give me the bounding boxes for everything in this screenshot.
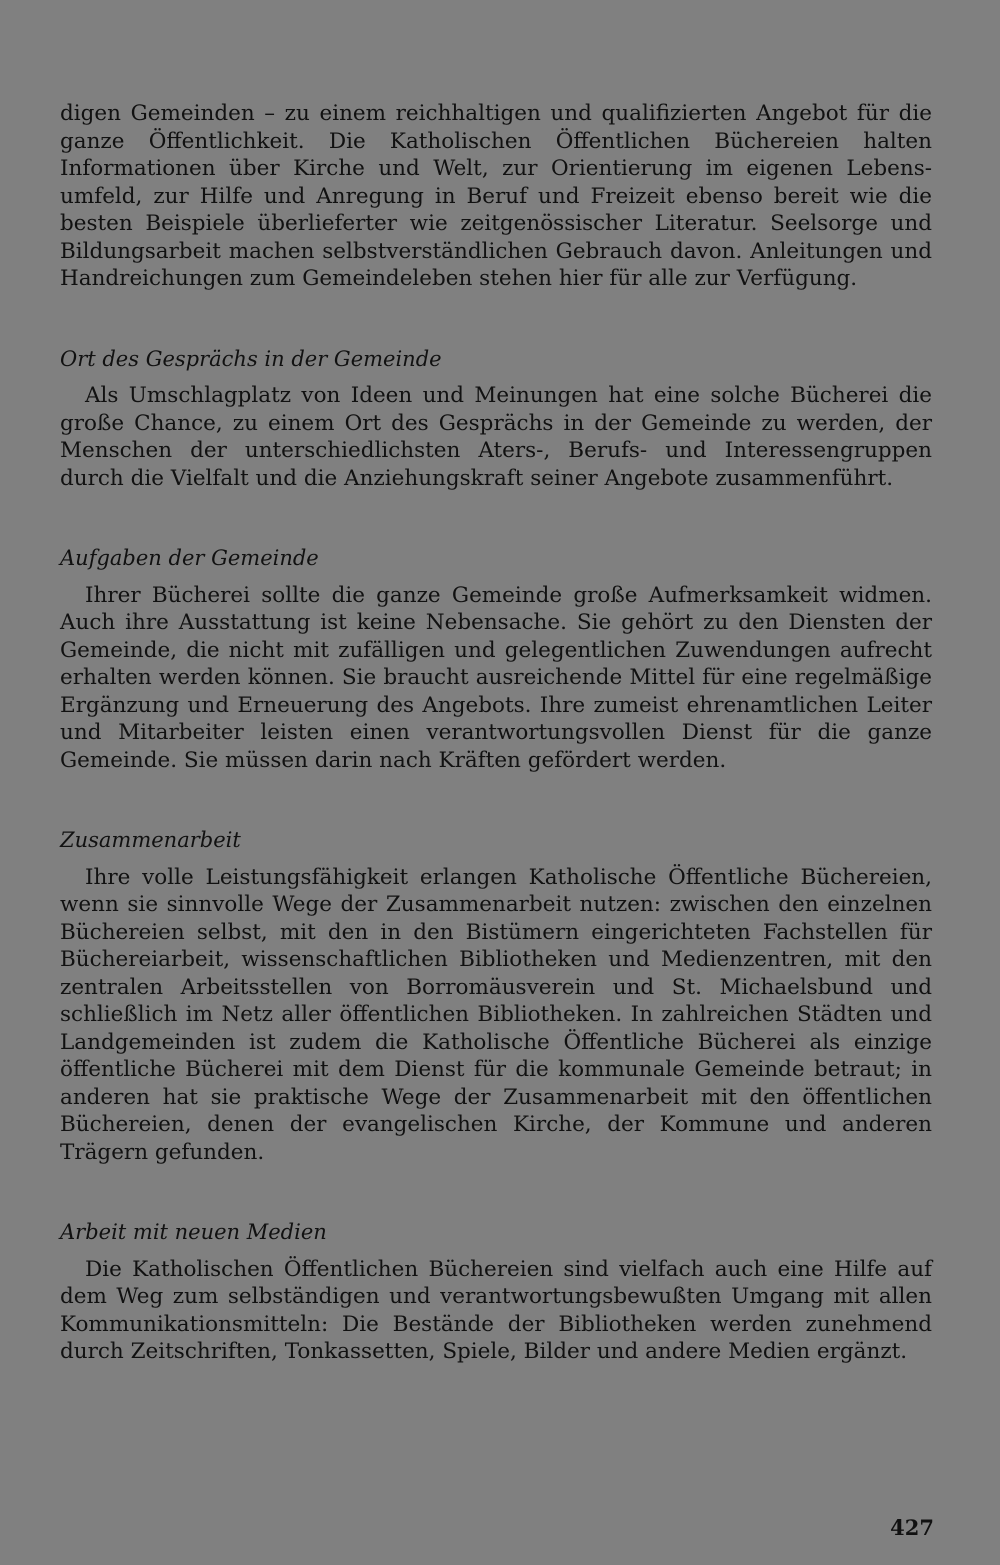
section-ort-des-gespraechs: [60, 346, 932, 493]
section-aufgaben-der-gemeinde: [60, 545, 932, 774]
section-heading: Aufgaben der Gemeinde: [60, 546, 319, 570]
section-paragraph: Die Katholischen Öffentlichen Büchereien sind vielfach auch eine Hilfe auf dem Weg zum selbständigen und verantwortungsbewußten Umgang mit allen Kommunikationsmitteln: Die Bestände der Bibliotheken werden zunehmend durch Zeitschriften, Tonkassetten, Spiele, Bilder und andere Medien ergänzt.: [60, 1256, 932, 1364]
section-paragraph: Ihre volle Leistungsfähigkeit erlangen Katholische Öffentliche Büchereien, wenn sie sinnvolle Wege der Zusammenarbeit nutzen: zwischen den einzelnen Büchereien selbst, mit den in den Bistümern eingerichteten Fachstellen für Büchereiarbeit, wissenschaftlichen Bibliotheken und Medienzentren, mit den zentralen Arbeitsstellen von Borromäusverein und St. Michaelsbund und schließlich im Netz aller öffentlichen Bibliotheken. In zahlreichen Städten und Landgemeinden ist zudem die Katholische Öffentliche Bücherei als einzige öffentliche Bücherei mit dem Dienst für die kommunale Gemeinde betraut; in anderen hat sie praktische Wege der Zusammenarbeit mit den öffentlichen Büchereien, denen der evangelischen Kirche, der Kommune und anderen Trägern gefunden.: [60, 864, 932, 1165]
section-zusammenarbeit: [60, 827, 932, 1166]
intro-paragraph: digen Gemeinden – zu einem reichhaltigen und qualifizierten Angebot für die ganze Öffentlichkeit. Die Katholischen Öffentlichen Büchereien halten Informationen über Kirche und Welt, zur Orientierung im eigenen Lebensumfeld, zur Hilfe und Anregung in Beruf und Freizeit ebenso bereit wie die besten Beispiele überlieferter wie zeitgenössischer Literatur. Seelsorge und Bildungsarbeit machen selbstverständlichen Gebrauch davon. Anleitungen und Handreichungen zum Gemeindeleben stehen hier für alle zur Verfügung.: [60, 101, 932, 291]
section-heading: Zusammenarbeit: [60, 828, 241, 852]
section-heading: Arbeit mit neuen Medien: [60, 1220, 327, 1244]
section-heading: Ort des Gesprächs in der Gemeinde: [60, 346, 442, 371]
section-paragraph: Ihrer Bücherei sollte die ganze Gemeinde große Aufmerksamkeit widmen. Auch ihre Ausstattung ist keine Nebensache. Sie gehört zu den Diensten der Gemeinde, die nicht mit zufälligen und gelegentlichen Zuwendungen aufrecht erhalten werden können. Sie braucht ausreichende Mittel für eine regelmäßige Ergänzung und Erneuerung des Angebots. Ihre zumeist ehrenamtlichen Leiter und Mitarbeiter leisten einen verantwortungsvollen Dienst für die ganze Gemeinde. Sie müssen darin nach Kräften gefördert werden.: [60, 582, 932, 773]
section-paragraph: Als Umschlagplatz von Ideen und Meinungen hat eine solche Bücherei die große Chance, zu einem Ort des Gesprächs in der Gemeinde zu werden, der Menschen der unterschiedlichsten Aters-, Berufs- und Interessengruppen durch die Vielfalt und die Anziehungskraft seiner Angebote zusammenführt.: [60, 383, 932, 491]
page-number: 427: [890, 1515, 934, 1540]
document-page: [60, 100, 932, 1366]
section-arbeit-mit-neuen-medien: [60, 1219, 932, 1366]
